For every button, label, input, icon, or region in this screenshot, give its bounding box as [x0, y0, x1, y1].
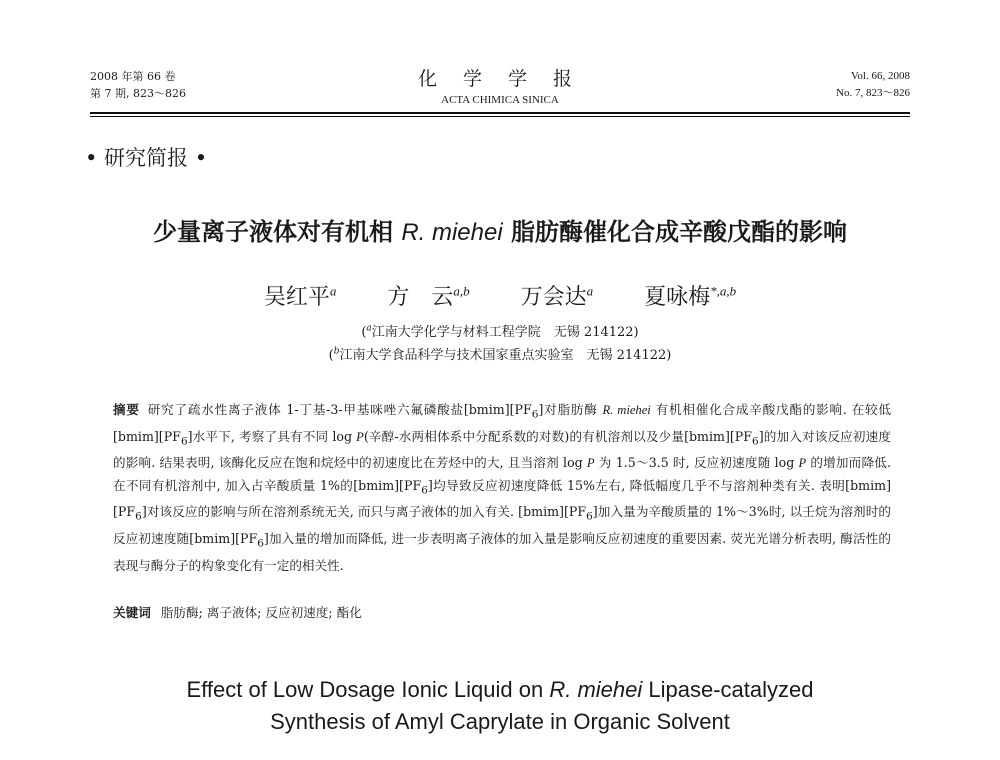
author: 万会达$^a$ — [520, 283, 594, 310]
keywords-text: 脂肪酶; 离子液体; 反应初速度; 酯化 — [160, 605, 362, 620]
title-cn-species: R. miehei — [401, 219, 503, 246]
author: 方 云$^{a,b}$ — [387, 283, 470, 310]
author-list — [0, 280, 1000, 311]
header-rule-thick — [90, 112, 910, 114]
title-english — [0, 674, 1000, 738]
affiliation-b: ($^b$江南大学食品科学与技术国家重点实验室 无锡 214122) — [328, 346, 672, 363]
running-header — [90, 68, 910, 116]
keywords — [113, 603, 891, 623]
title-en-line1: Effect of Low Dosage Ionic Liquid on R. miehei Lipase-catalyzed — [186, 677, 814, 702]
header-right — [836, 68, 910, 102]
author: 吴红平$^a$ — [263, 283, 337, 310]
affiliation-a: ($^a$江南大学化学与材料工程学院 无锡 214122) — [361, 323, 639, 340]
journal-name-en: ACTA CHIMICA SINICA — [441, 94, 559, 106]
title-cn-part1: 少量离子液体对有机相 — [152, 218, 402, 246]
abstract: 摘要 研究了疏水性离子液体 1-丁基-3-甲基咪唑六氟磷酸盐$[bmim][PF_6]$对脂肪酶 R. miehei 有机相催化合成辛酸戊酯的影响. 在较低$[bmim][PF_6]$水平下, 考察了具有不同 log P(辛醇-水两相体系中分配系数的对数)的有机溶剂以及少量$[bmim][PF_6]$的加入对该反应初速度的影响. 结果表明, 该酶化反应在饱和烷烃中的初速度比在芳烃中的大, 且当溶剂 log P 为 1.5～3.5 时, 反应初速度随 log P 的增加而降低. 在不同有机溶剂中, 加入占辛酸质量 1%的$[bmim][PF_6]$均导致反应初速度降低 15%左右, 降低幅度几乎不与溶剂种类有关. 表明$[bmim][PF_6]$对该反应的影响与所在溶剂系统无关, 而只与离子液体的加入有关. $[bmim][PF_6]$加入量为辛酸质量的 1%～3%时, 以壬烷为溶剂时的反应初速度随$[bmim][PF_6]$加入量的增加而降低, 进一步表明离子液体的加入量是影响反应初速度的重要因素. 荧光光谱分析表明, 酶活性的表现与酶分子的构象变化有一定的相关性. — [113, 402, 892, 573]
title-chinese — [0, 212, 1000, 247]
header-volume: 2008 年第 66 卷 — [90, 70, 176, 83]
header-center — [90, 68, 910, 108]
section-tag: • 研究简报 • — [85, 146, 208, 170]
author: 夏咏梅$^{*,a,b}$ — [644, 283, 737, 310]
keywords-label: 关键词 — [113, 605, 151, 620]
header-vol-en: Vol. 66, 2008 — [850, 70, 910, 82]
abstract-label: 摘要 — [113, 402, 140, 417]
header-issue: 第 7 期, 823～826 — [90, 87, 186, 100]
header-rule-thin — [90, 116, 910, 117]
title-en-line2: Synthesis of Amyl Caprylate in Organic Solvent — [270, 709, 730, 734]
header-no-en: No. 7, 823～826 — [836, 87, 910, 99]
journal-name-cn: 化 学 学 报 — [417, 68, 583, 90]
title-cn-part2: 脂肪酶催化合成辛酸戊酯的影响 — [502, 218, 848, 246]
